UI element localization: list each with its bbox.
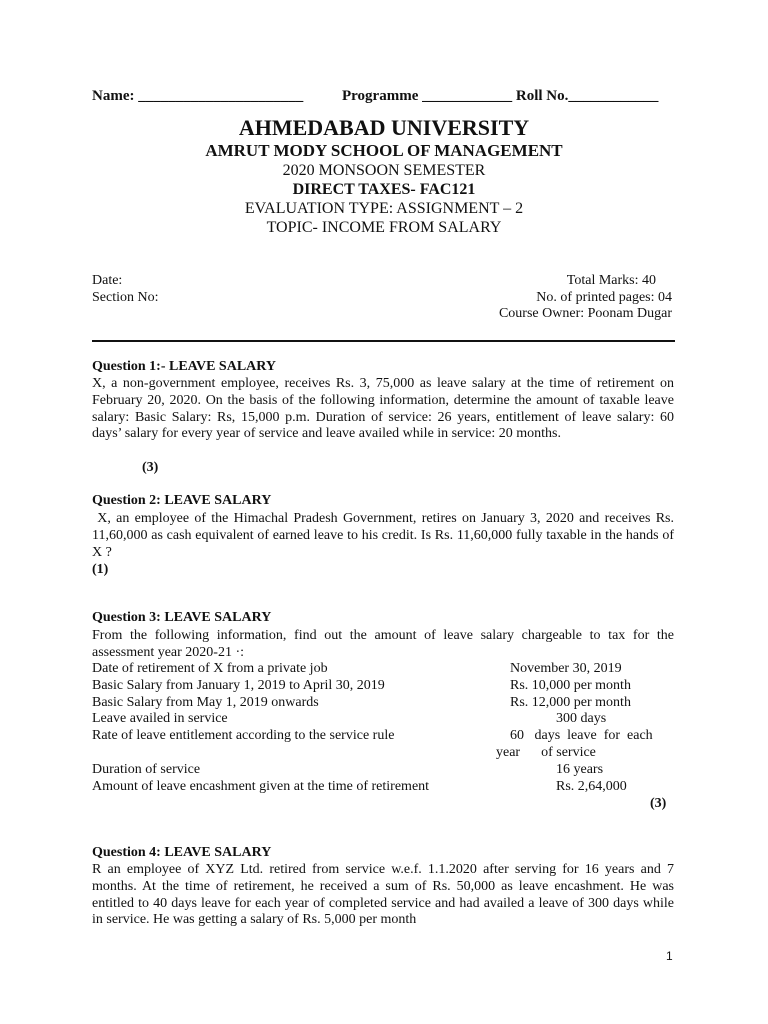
q3-row-value: Rs. 12,000 per month	[510, 695, 631, 710]
question-4-text: R an employee of XYZ Ltd. retired from service w.e.f. 1.1.2020 after serving for 16 years and 7 months. At the time of retirement, he received a sum of Rs. 50,000 as leave encashment. He was entitled to 40 days leave for each year of completed service and had availed a leave of 300 days while in service. He was getting a salary of Rs. 5,000 per month	[92, 862, 674, 928]
question-2-text: X, an employee of the Himachal Pradesh Government, retires on January 3, 2020 and receives Rs. 11,60,000 as cash equivalent of earned leave to his credit. Is Rs. 11,60,000 fully taxable in the hands of X ?	[92, 511, 674, 560]
semester-title: 2020 MONSOON SEMESTER	[282, 162, 486, 179]
programme-rollno-label: Programme ____________ Roll No.____________	[342, 88, 659, 104]
question-1-text: X, a non-government employee, receives Rs. 3, 75,000 as leave salary at the time of retirement on February 20, 2020. On the basis of the following information, determine the amount of taxable leave salary: Basic Salary: Rs, 15,000 p.m. Duration of service: 26 years, entitlement of leave salary: 60 days’ salary for every year of service and leave availed while in service: 20 months.	[92, 376, 674, 442]
q3-row-value: Rs. 2,64,000	[556, 779, 627, 794]
section-label: Section No:	[92, 290, 159, 305]
q3-row-value: November 30, 2019	[510, 661, 622, 676]
q3-row-label: Duration of service	[92, 762, 201, 777]
question-2-marks: (1)	[92, 562, 109, 577]
page-number: 1	[666, 949, 673, 963]
topic-title: TOPIC- INCOME FROM SALARY	[266, 219, 502, 236]
question-4-title: Question 4: LEAVE SALARY	[92, 845, 272, 860]
q3-row-label: Date of retirement of X from a private job	[92, 661, 328, 676]
header-divider	[92, 340, 675, 342]
question-1-title: Question 1:- LEAVE SALARY	[92, 359, 277, 374]
q3-row-value: 300 days	[556, 711, 607, 726]
q3-row-value: Rs. 10,000 per month	[510, 678, 631, 693]
q3-row-label: Basic Salary from January 1, 2019 to April 30, 2019	[92, 678, 385, 693]
q3-row-label: Leave availed in service	[92, 711, 228, 726]
course-owner: Course Owner: Poonam Dugar	[498, 306, 672, 321]
printed-pages: No. of printed pages: 04	[536, 290, 672, 305]
q3-row-label: Rate of leave entitlement according to the service rule	[92, 728, 395, 743]
q3-row-value: 60 days leave for each	[510, 728, 653, 743]
question-3-title: Question 3: LEAVE SALARY	[92, 610, 272, 625]
q3-row-label: Basic Salary from May 1, 2019 onwards	[92, 695, 319, 710]
question-2-title: Question 2: LEAVE SALARY	[92, 493, 272, 508]
q3-row-value-continuation: year of service	[496, 745, 596, 760]
question-3-marks: (3)	[650, 796, 667, 811]
name-field-label: Name: ______________________	[92, 88, 304, 104]
total-marks: Total Marks: 40	[566, 273, 656, 288]
course-title: DIRECT TAXES- FAC121	[292, 181, 476, 198]
question-1-marks: (3)	[142, 460, 159, 475]
q3-row-label: Amount of leave encashment given at the time of retirement	[92, 779, 430, 794]
evaluation-type: EVALUATION TYPE: ASSIGNMENT – 2	[244, 200, 524, 217]
university-title: AHMEDABAD UNIVERSITY	[238, 115, 530, 140]
question-3-text: From the following information, find out the amount of leave salary chargeable to tax for the assessment year 2020-21 ·:	[92, 628, 674, 660]
date-label: Date:	[92, 273, 123, 288]
q3-row-value: 16 years	[556, 762, 604, 777]
school-title: AMRUT MODY SCHOOL OF MANAGEMENT	[205, 141, 563, 160]
